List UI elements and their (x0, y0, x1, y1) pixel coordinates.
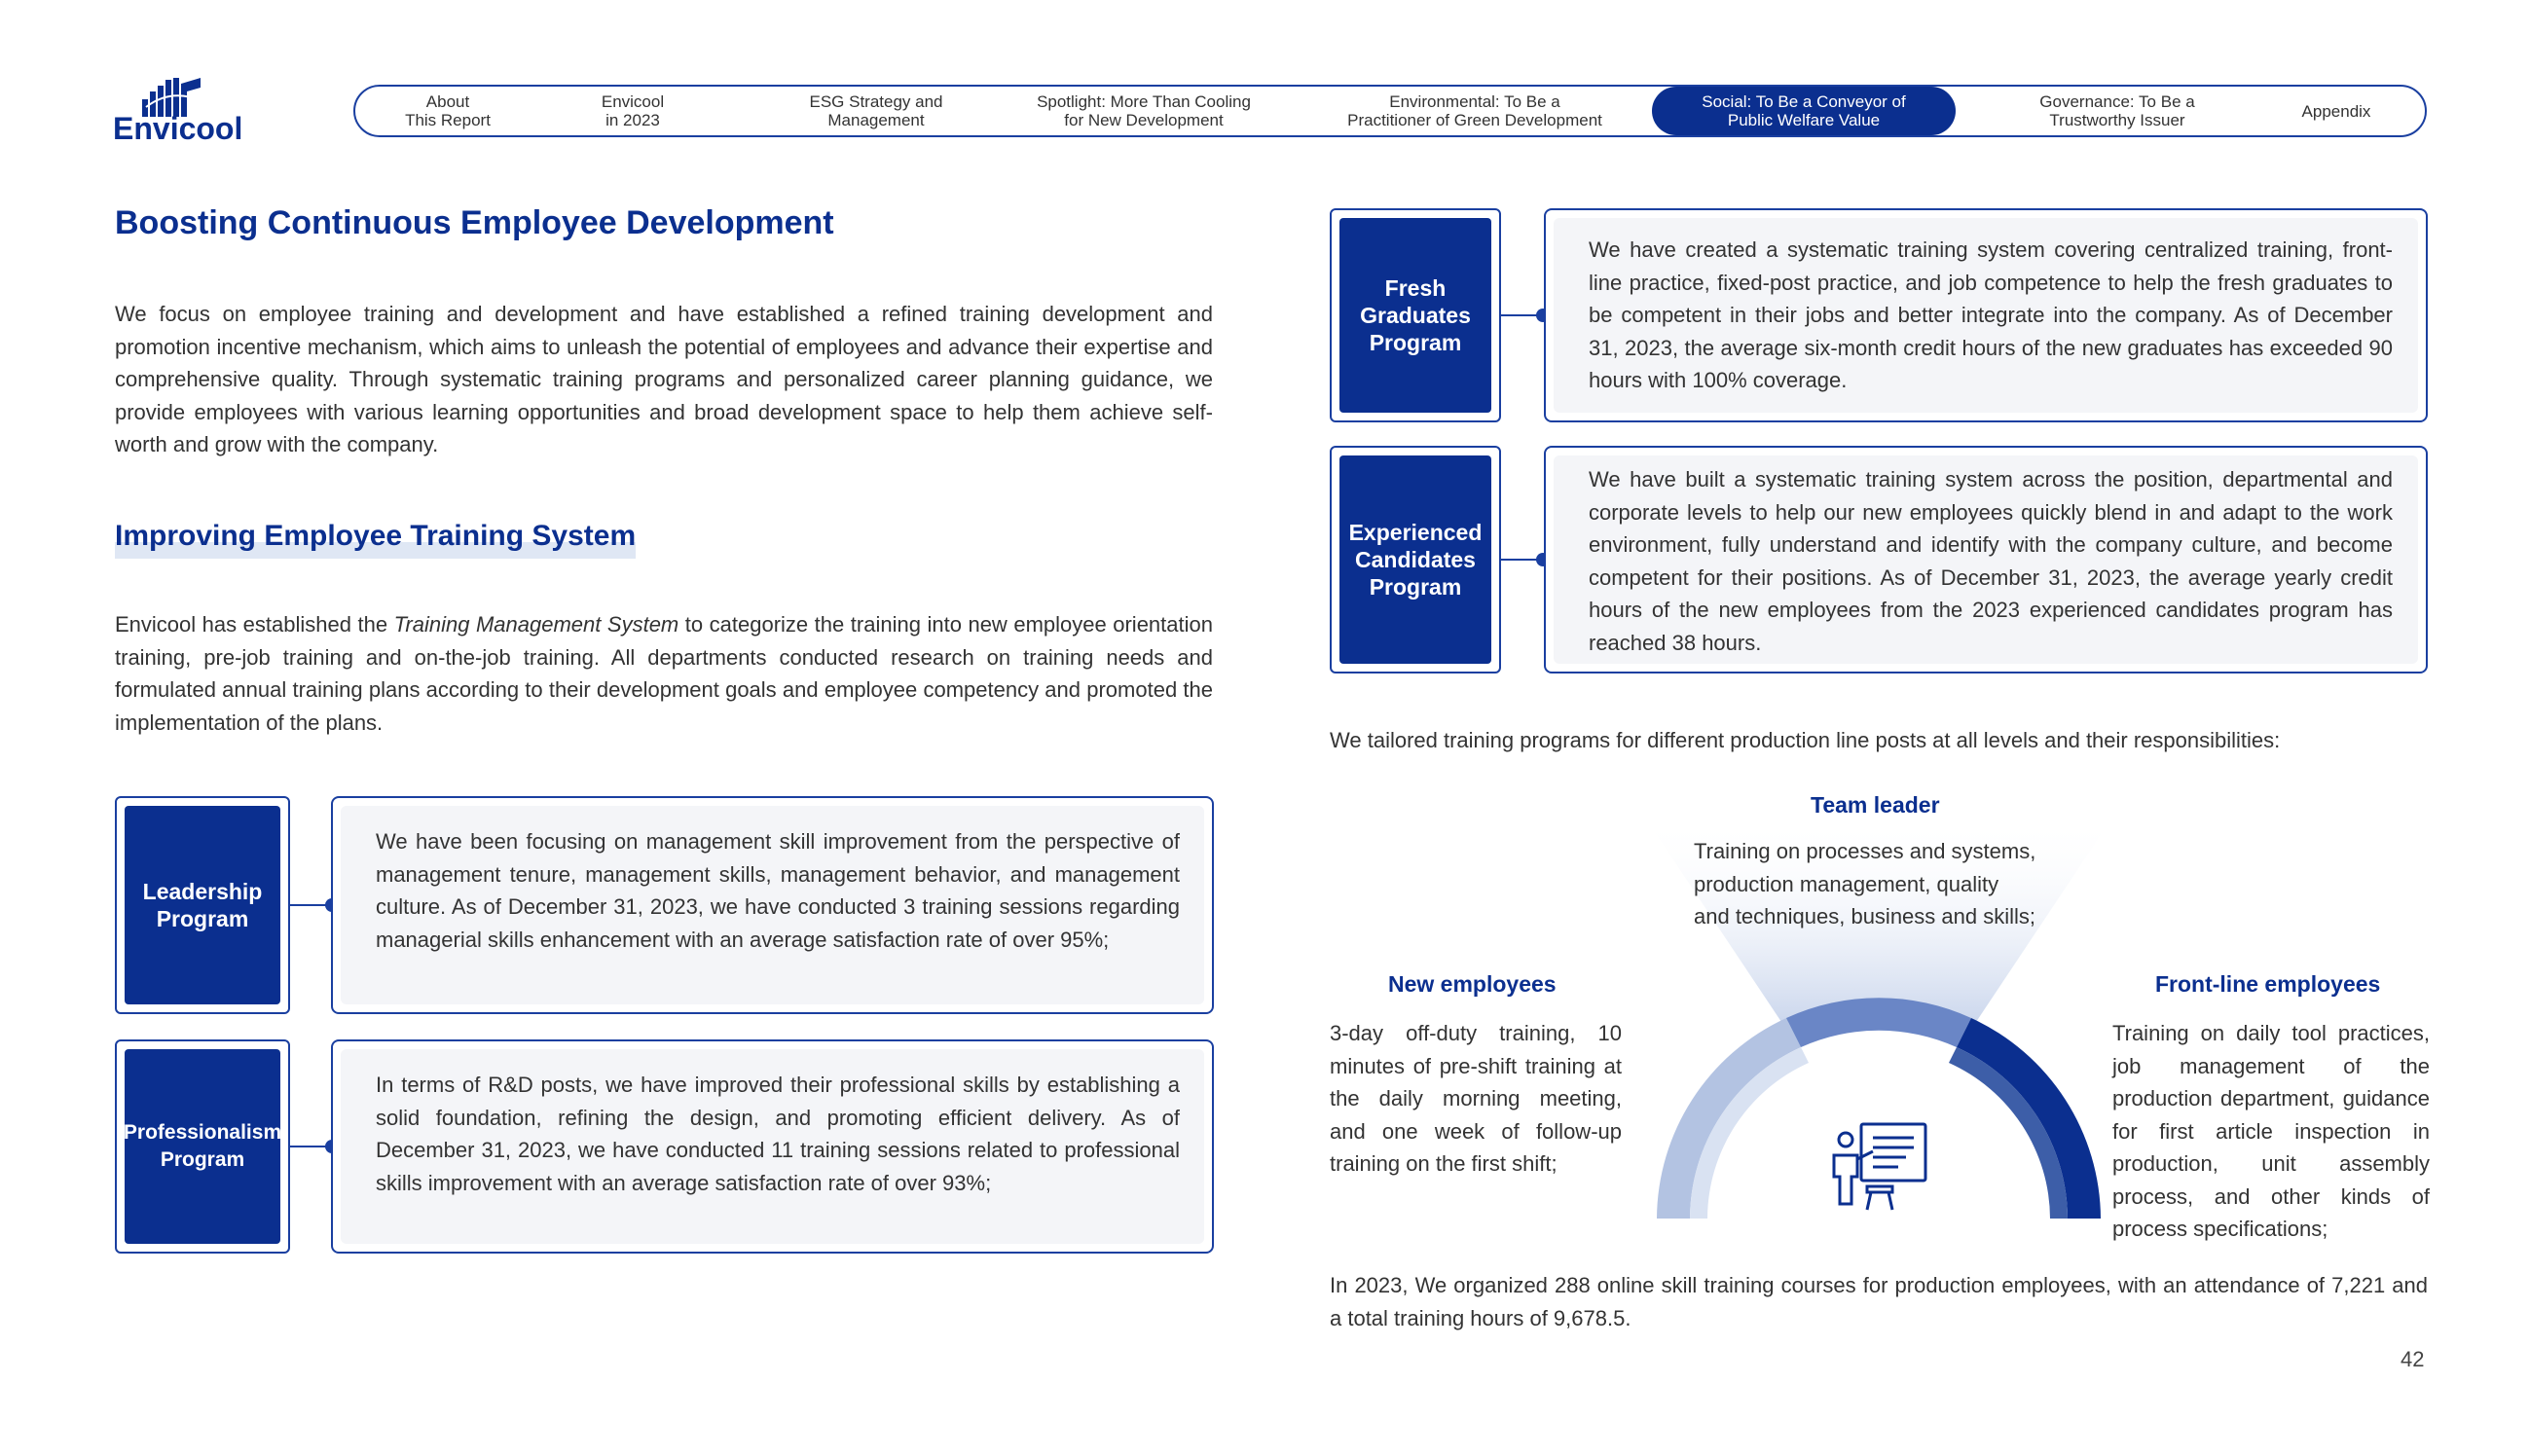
system-name: Training Management System (393, 612, 679, 637)
new-employees-title: New employees (1388, 971, 1557, 997)
intro-paragraph: We focus on employee training and development and have established a refined training development and promotion incentive mechanism, which aims to unleash the potential of employees and advance their expertise and comprehensive quality. Through systematic training programs and personalized career planning guidance, we provide employees with various learning opportunities and broad development space to help them achieve self-worth and grow with the company. (115, 302, 1213, 456)
page-number: 42 (2401, 1347, 2425, 1371)
fresh-graduates-badge (1330, 208, 1501, 422)
professionalism-program-text: In terms of R&D posts, we have improved their professional skills by establishing a solid foundation, refining the design, and promoting efficient delivery. As of December 31, 2023, we have conducted 11 training sessions related to professional skills improvement with an average satisfaction rate of over 93%; (376, 1073, 1180, 1195)
training-system-paragraph (115, 608, 1213, 739)
company-logo (113, 78, 249, 146)
leadership-program-text: We have been focusing on management skill improvement from the perspective of management tenure, management skills, management behavior, and management culture. As of December 31, 2023, we have conducted 3 training sessions regarding managerial skills enhancement with an average satisfaction rate of over 95%; (376, 829, 1180, 952)
nav-environmental[interactable]: Environmental: To Be a Practitioner of Green Development (1347, 92, 1602, 129)
team-leader-title: Team leader (1811, 792, 1940, 818)
experienced-candidates-text: We have built a systematic training system across the position, departmental and corporate levels to help our new employees quickly blend in and adapt to the work environment, fully understand and identify with the company culture, and become competent for their positions. As of December 31, 2023, the average yearly credit hours of the new employees from the 2023 experienced candidates program has reached 38 hours. (1589, 467, 2393, 655)
tailored-programs-intro: We tailored training programs for different production line posts at all levels and their responsibilities: (1330, 728, 2281, 752)
logo-text: Envicool (113, 111, 243, 146)
section-title: Boosting Continuous Employee Development (115, 204, 834, 241)
front-line-employees-title: Front-line employees (2155, 971, 2381, 997)
professionalism-program-label: Professionalism Program (125, 1049, 280, 1244)
paragraph-text-start: Envicool has established the (115, 612, 394, 637)
leadership-program-card (331, 796, 1214, 1014)
fresh-graduates-text: We have created a systematic training system covering centralized training, front-line practice, fixed-post practice, and job competence to help the fresh graduates to be competent in their jobs and better integrate into the company. As of December 31, 2023, the average six-month credit hours of the new graduates has exceeded 90 hours with 100% coverage. (1589, 237, 2393, 392)
nav-envicool-2023[interactable]: Envicool in 2023 (601, 92, 665, 129)
experienced-candidates-label: Experienced Candidates Program (1339, 455, 1491, 664)
nav-appendix[interactable]: Appendix (2301, 101, 2371, 121)
top-navigation (353, 85, 2427, 137)
front-line-employees-text: Training on daily tool practices, job management of the production department, guidance for first article inspection in production, unit assembly process, and other kinds of process specifications; (2112, 1021, 2430, 1241)
nav-social[interactable]: Social: To Be a Conveyor of Public Welfare Value (1652, 87, 1956, 135)
new-employees-text: 3-day off-duty training, 10 minutes of pre-shift training at the daily morning meeting, and one week of follow-up training on the first shift; (1330, 1021, 1622, 1176)
leadership-program-label: Leadership Program (125, 806, 280, 1004)
nav-governance[interactable]: Governance: To Be a Trustworthy Issuer (2039, 92, 2195, 129)
team-leader-text: Training on processes and systems, production management, quality and techniques, business and skills; (1694, 839, 2036, 928)
experienced-candidates-badge (1330, 446, 1501, 673)
professionalism-program-badge (115, 1039, 290, 1254)
experienced-candidates-card (1544, 446, 2428, 673)
paragraph-text-end: to categorize the training into new employee orientation training, pre-job training and on-the-job training. All departments conducted research on training needs and formulated annual training plans according to their development goals and employee competency and promoted the implementation of the plans. (115, 612, 1213, 735)
presentation-trainer-icon (1834, 1124, 1925, 1210)
online-training-summary: In 2023, We organized 288 online skill training courses for production employees, with an attendance of 7,221 and a total training hours of 9,678.5. (1330, 1273, 2428, 1330)
nav-spotlight[interactable]: Spotlight: More Than Cooling for New Development (1037, 92, 1251, 129)
nav-esg-strategy[interactable]: ESG Strategy and Management (809, 92, 943, 129)
fresh-graduates-card (1544, 208, 2428, 422)
subsection-title: Improving Employee Training System (115, 518, 636, 559)
nav-about-this-report[interactable]: About This Report (405, 92, 491, 129)
leadership-program-badge (115, 796, 290, 1014)
fresh-graduates-label: Fresh Graduates Program (1339, 218, 1491, 413)
professionalism-program-card (331, 1039, 1214, 1254)
